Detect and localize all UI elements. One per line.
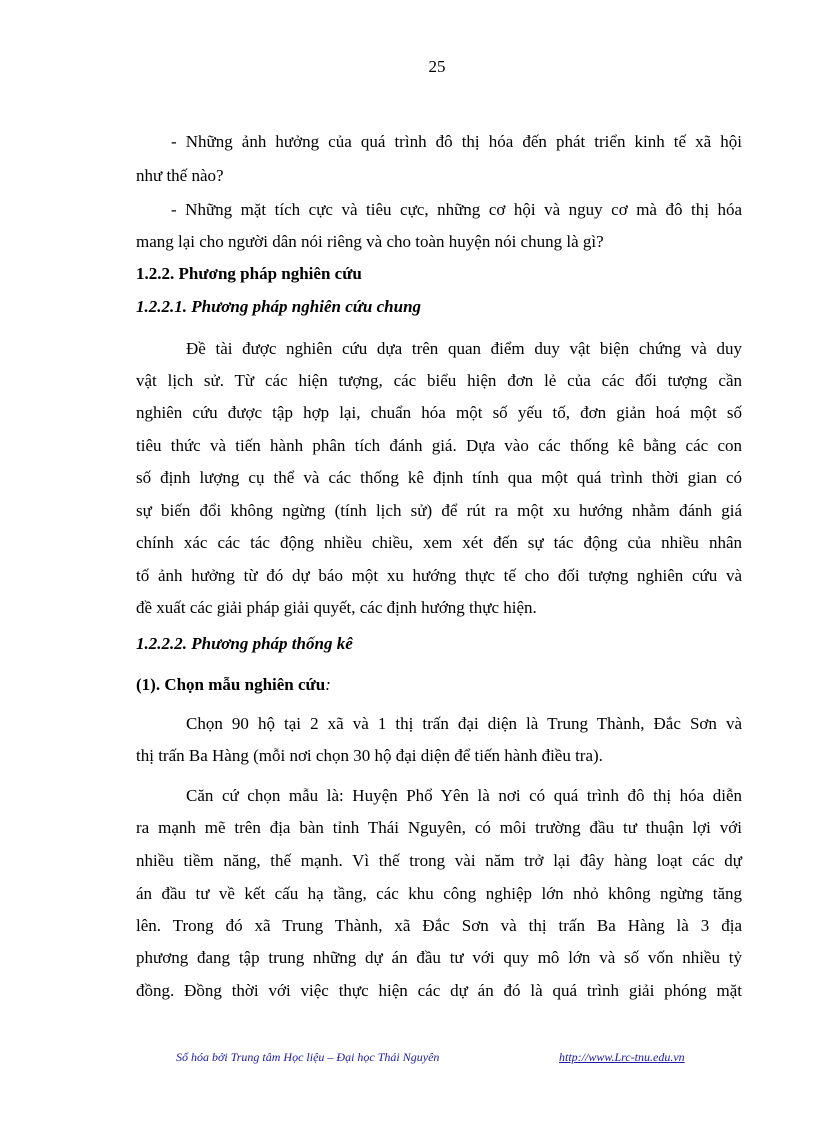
paragraph-3-line: ra mạnh mẽ trên địa bàn tỉnh Thái Nguyên, có môi trường đầu tư thuận lợi với <box>136 818 742 837</box>
item-heading-row <box>136 675 742 695</box>
page-number: 25 <box>428 57 446 76</box>
subsection-1-heading: 1.2.2.1. Phương pháp nghiên cứu chung <box>136 297 422 316</box>
paragraph-3-line: phương đang tập trung những dự án đầu tư với quy mô lớn và số vốn nhiều tỷ <box>136 948 742 967</box>
footer-source-text: Số hóa bởi Trung tâm Học liệu – Đại học Thái Nguyên <box>176 1050 440 1064</box>
paragraph-3-line: lên. Trong đó xã Trung Thành, xã Đắc Sơn và thị trấn Ba Hàng là 3 địa <box>136 916 742 935</box>
paragraph-1-line: vật lịch sử. Từ các hiện tượng, các biểu hiện đơn lẻ của các đối tượng cần <box>136 371 742 390</box>
subsection-2-heading: 1.2.2.2. Phương pháp thống kê <box>136 634 353 653</box>
paragraph-2-line: Chọn 90 hộ tại 2 xã và 1 thị trấn đại diện là Trung Thành, Đắc Sơn và <box>186 714 742 733</box>
question-1-line-1: - Những ảnh hưởng của quá trình đô thị hóa đến phát triển kinh tế xã hội <box>171 132 742 151</box>
paragraph-1-line: sự biến đổi không ngừng (tính lịch sử) để rút ra một xu hướng nhằm đánh giá <box>136 501 742 520</box>
item-heading: (1). Chọn mẫu nghiên cứu <box>136 675 326 694</box>
paragraph-1-line: số định lượng cụ thể và các thống kê định tính qua một quá trình thời gian có <box>136 468 742 487</box>
paragraph-1-line: tố ảnh hưởng từ đó dự báo một xu hướng thực tế cho đối tượng nghiên cứu và <box>136 566 742 585</box>
question-2-line-2: mang lại cho người dân nói riêng và cho toàn huyện nói chung là gì? <box>136 232 604 251</box>
paragraph-3-line: án đầu tư về kết cấu hạ tầng, các khu công nghiệp lớn nhỏ không ngừng tăng <box>136 884 742 903</box>
footer-link[interactable]: http://www.Lrc-tnu.edu.vn <box>559 1050 685 1064</box>
paragraph-1-line: nghiên cứu được tập hợp lại, chuẩn hóa một số yếu tố, đơn giản hoá một số <box>136 403 742 422</box>
paragraph-1-line: chính xác các tác động nhiều chiều, xem xét đến sự tác động của nhiều nhân <box>136 533 742 552</box>
section-heading: 1.2.2. Phương pháp nghiên cứu <box>136 264 362 283</box>
paragraph-3-line: nhiều tiềm năng, thế mạnh. Vì thế trong vài năm trở lại đây hàng loạt các dự <box>136 851 742 870</box>
question-2-line-1: - Những mặt tích cực và tiêu cực, những cơ hội và nguy cơ mà đô thị hóa <box>171 200 742 219</box>
paragraph-2-line: thị trấn Ba Hàng (mỗi nơi chọn 30 hộ đại diện để tiến hành điều tra). <box>136 746 603 765</box>
paragraph-1-line: tiêu thức và tiến hành phân tích đánh giá. Dựa vào các thống kê bằng các con <box>136 436 742 455</box>
paragraph-3-line: đồng. Đồng thời với việc thực hiện các dự án đó là quá trình giải phóng mặt <box>136 981 742 1000</box>
paragraph-1-line: Đề tài được nghiên cứu dựa trên quan điểm duy vật biện chứng và duy <box>186 339 742 358</box>
item-heading-suffix: : <box>325 675 331 694</box>
question-1-line-2: như thế nào? <box>136 166 224 185</box>
paragraph-3-line: Căn cứ chọn mẫu là: Huyện Phổ Yên là nơi có quá trình đô thị hóa diễn <box>186 786 742 805</box>
paragraph-1-line: đề xuất các giải pháp giải quyết, các định hướng thực hiện. <box>136 598 537 617</box>
